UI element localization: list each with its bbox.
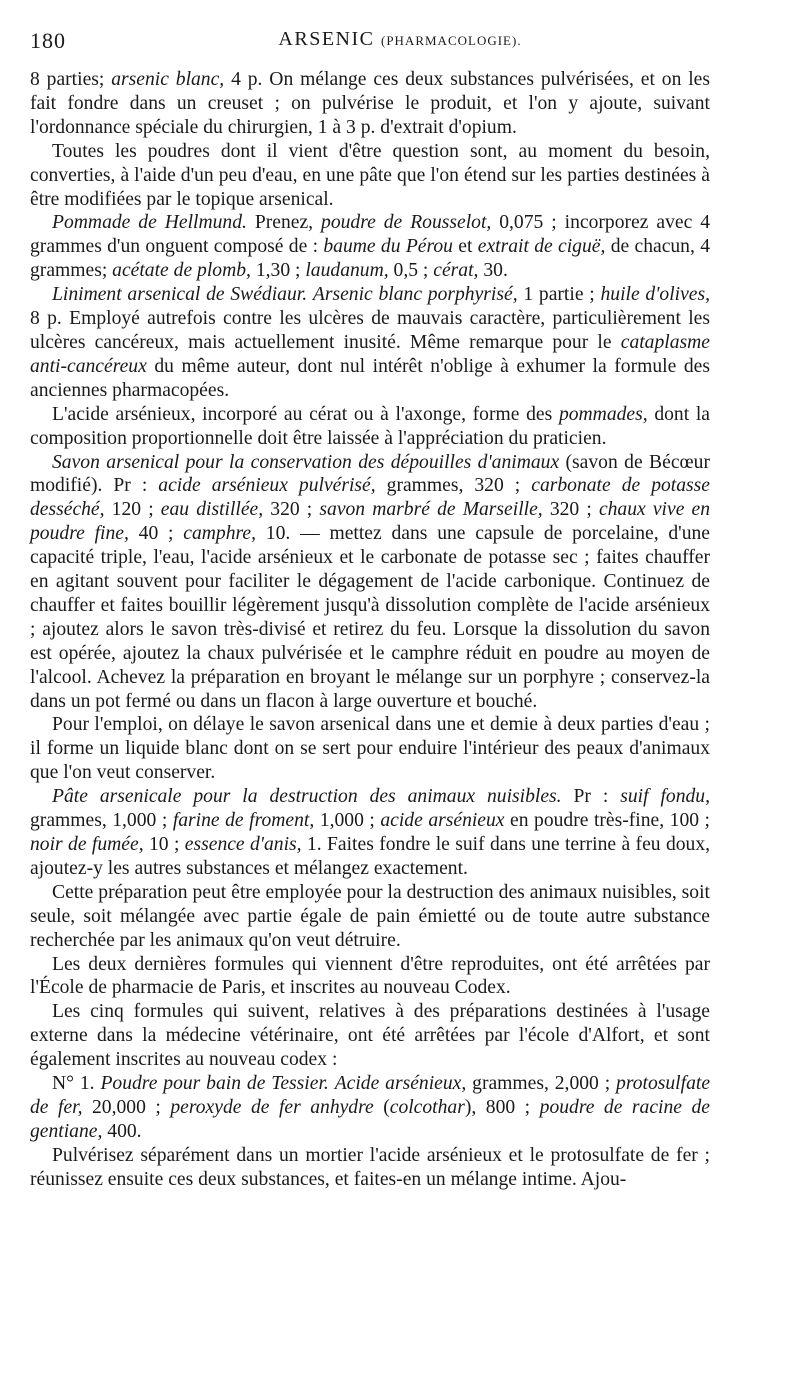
page-header [30,28,770,62]
paragraph [30,451,710,714]
paragraph [30,1144,710,1192]
text-run: ( [373,1096,390,1118]
page-number: 180 [30,28,66,53]
text-run: 40 ; [128,523,184,545]
italic-text: Acide arsénieux, [334,1073,467,1095]
text-run: et [452,236,478,258]
text-run: 1 partie ; [517,284,601,306]
italic-text: suif fondu, [620,786,710,808]
italic-text: savon marbré de Marseille, [319,499,543,521]
text-run: 0,5 ; [388,260,434,282]
italic-text: pommades, [558,403,648,425]
italic-text: Poudre pour bain de Tessier. [100,1073,329,1095]
paragraph [30,881,710,953]
text-run: de chacun, 4 grammes; [30,236,710,282]
text-run: 8 parties; [30,69,112,90]
paragraph [30,953,710,1001]
italic-text: Savon arsenical pour la conservation des dépouilles d'animaux [52,451,560,473]
italic-text: essence d'anis, [184,834,302,855]
italic-text: acide arsénieux [380,810,505,832]
italic-text: eau distillée, [160,499,264,521]
text-run: grammes, 320 ; [375,475,532,497]
text-run: 1. Faites fondre le suif dans une terrine à feu doux, ajoutez-y les autres substances et mélangez exactement. [30,834,711,879]
text-run: 320 ; [542,499,599,521]
text-run: ), 800 ; [464,1096,540,1118]
paragraph [30,68,710,140]
italic-text: extrait de ciguë, [477,236,606,258]
paragraph [30,713,710,785]
text-run: Pr : [561,786,621,808]
paragraph [30,140,710,212]
text-run: du même auteur, dont nul intérêt n'oblige à exhumer la formule des anciennes pharmacopées. [30,355,710,401]
italic-text: cérat, [433,260,479,282]
italic-text: poudre de racine de gentiane, [30,1096,710,1142]
text-run: 4 p. On mélange ces deux substances pulvérisées, et on les fait fondre dans un creuset ; on pulvérise le produit, et l'on y ajoute, suivant l'ordonnance spéciale du chirurgien, 1 à 3 p. d'extrait d'opium. [30,69,711,138]
running-subtitle: (PHARMACOLOGIE). [380,33,522,48]
paragraph [30,1072,710,1144]
text-run: 0,075 ; incorporez avec 4 grammes d'un onguent composé de : [30,212,711,258]
text-run: L'acide arsénieux, incorporé au cérat ou à l'axonge, forme des [52,403,559,425]
body-text [30,68,710,1192]
italic-text: noir de fumée, [30,834,144,855]
text-run: Les deux dernières formules qui viennent d'être reproduites, ont été arrêtées par l'École de pharmacie de Paris, et inscrites au nouveau Codex. [30,953,710,999]
italic-text: acide arsénieux pulvérisé, [158,475,376,497]
italic-text: camphre, [183,523,257,545]
italic-text: acétate de plomb, [112,260,251,282]
text-run: Toutes les poudres dont il vient d'être question sont, au moment du besoin, converties, à l'aide d'un peu d'eau, en une pâte que l'on étend sur les parties destinées à être modifiées par le topique arsenical. [30,140,710,210]
text-run: 120 ; [104,499,161,521]
paragraph [30,403,710,451]
text-run: Pulvérisez séparément dans un mortier l'acide arsénieux et le protosulfate de fer ; réunissez ensuite ces deux substances, et faites-en un mélange intime. Ajou- [30,1144,710,1190]
italic-text: baume du Pérou [323,236,453,258]
italic-text: protosulfate de fer, [30,1073,711,1118]
text-run: Prenez, [246,212,322,234]
text-run: 400. [102,1120,142,1142]
italic-text: carbonate de potasse desséché, [30,475,710,521]
italic-text: huile d'olives, [600,284,711,306]
running-head [30,28,770,51]
italic-text: colcothar [389,1096,465,1118]
italic-text: chaux vive en poudre fine, [30,499,711,545]
text-run: Cette préparation peut être employée pour la destruction des animaux nuisibles, soit seule, soit mélangée avec partie égale de pain émietté ou de toute autre substance recherchée par les animaux qu'on veut détruire. [30,881,710,951]
paragraph [30,283,710,403]
paragraph [30,785,710,881]
italic-text: poudre de Rousselot, [321,212,492,234]
italic-text: cataplasme anti-cancéreux [30,331,710,377]
paragraph [30,1000,710,1072]
text-run: 10 ; [143,834,185,855]
running-title: ARSENIC [278,28,375,50]
italic-text: Liniment arsenical de Swédiaur. [52,284,308,306]
text-run: 30. [478,260,508,282]
text-run: 320 ; [263,499,320,521]
text-run: 10. — mettez dans une capsule de porcelaine, d'une capacité triple, l'eau, l'acide arsénieux et le carbonate de potasse sec ; faites chauffer en agitant souvent pour faciliter le dégagement de l'acide carbonique. Continuez de chauffer et faites bouillir légèrement jusqu'à dissolution complète de l'acide arsénieux ; ajoutez alors le savon très-divisé et retirez du feu. Lorsque la dissolution du savon est opérée, ajoutez la chaux pulvérisée et le camphre réduit en poudre au moyen de l'alcool. Achevez la préparation en broyant le mélange sur un porphyre ; conservez-la dans un pot fermé ou dans un flacon à large ouverture et bouché. [30,523,711,712]
text-run: (savon de Bécœur modifié). Pr : [30,451,710,497]
italic-text: Pommade de Hellmund. [52,212,247,234]
italic-text: peroxyde de fer anhydre [170,1096,374,1118]
text-run: Les cinq formules qui suivent, relatives à des préparations destinées à l'usage externe dans la médecine vétérinaire, ont été arrêtées par l'école d'Alfort, et sont également inscrites au nouveau codex : [30,1001,710,1071]
text-run: N° 1. [52,1073,101,1095]
text-run: 20,000 ; [82,1096,171,1118]
italic-text: Pâte arsenicale pour la destruction des animaux nuisibles. [52,786,562,808]
text-run: 1,000 ; [314,810,381,832]
italic-text: farine de froment, [172,810,315,832]
text-run: grammes, 1,000 ; [30,810,173,832]
text-run: 8 p. Employé autrefois contre les ulcères de mauvais caractère, particulièrement les ulcères cancéreux, mais actuellement inusité. Même remarque pour le [30,308,710,353]
text-run: en poudre très-fine, 100 ; [504,810,711,832]
italic-text: laudanum, [305,260,389,282]
text-run: Pour l'emploi, on délaye le savon arsenical dans une et demie à deux parties d'eau ; il forme un liquide blanc dont on se sert pour enduire l'intérieur des peaux d'animaux que l'on veut conserver. [30,714,710,784]
text-run: grammes, 2,000 ; [466,1073,617,1095]
italic-text: arsenic blanc, [111,69,225,90]
text-run: dont la composition proportionnelle doit être laissée à l'appréciation du praticien. [30,403,711,449]
paragraph [30,211,710,283]
italic-text: Arsenic blanc porphyrisé, [312,284,518,306]
text-run: 1,30 ; [250,260,306,282]
